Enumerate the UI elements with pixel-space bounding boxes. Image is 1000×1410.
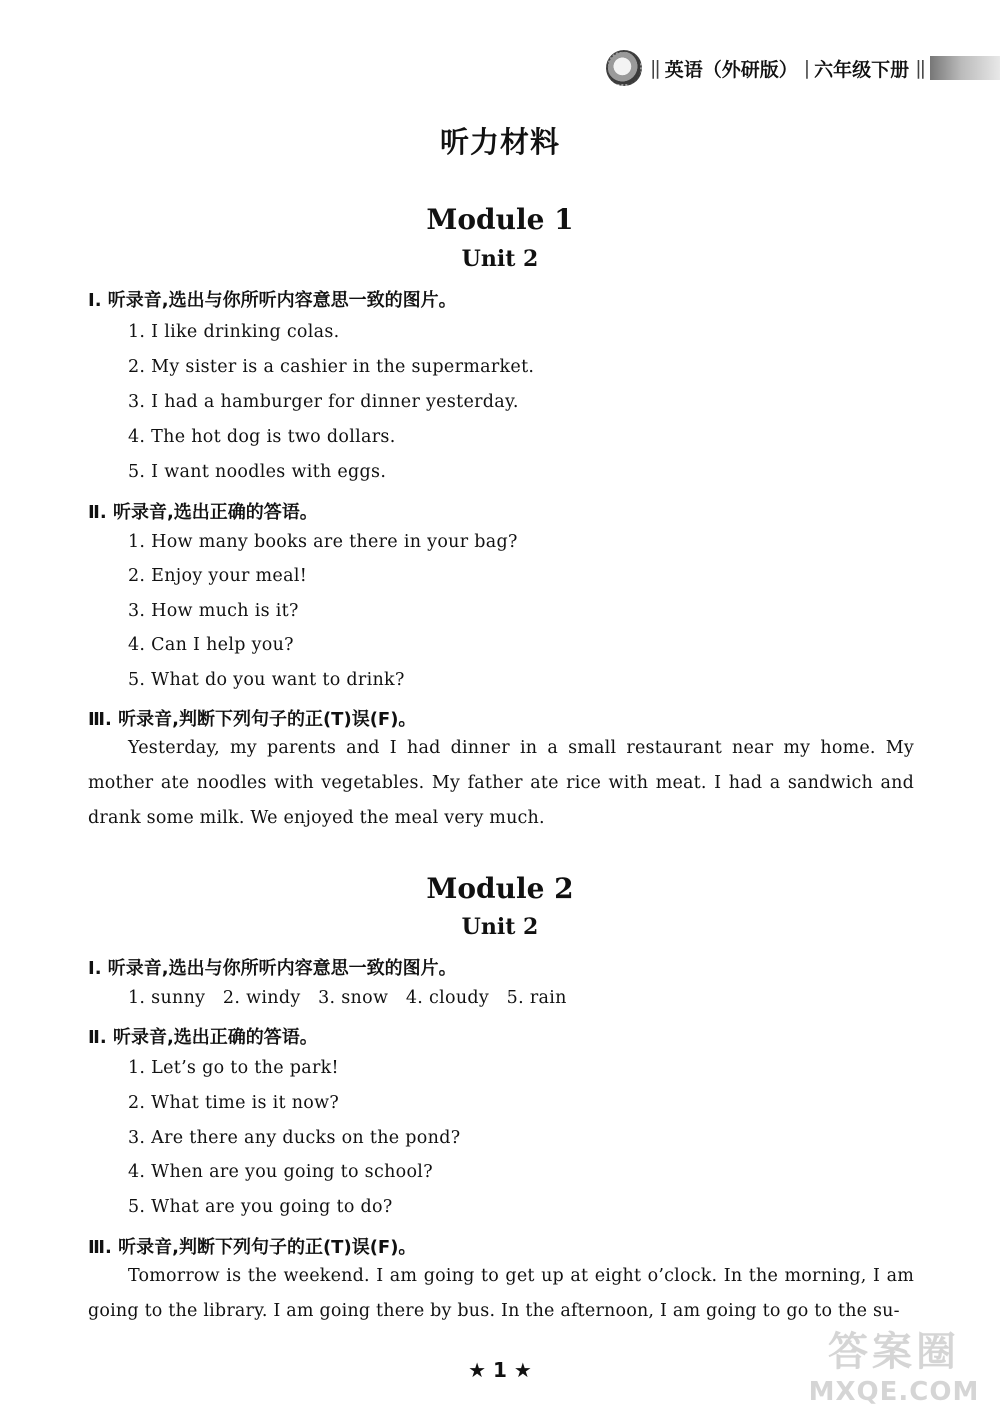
list-item: 5. What do you want to drink?	[128, 670, 405, 690]
header-grade: 六年级下册	[814, 58, 910, 81]
book-logo-icon	[606, 50, 642, 86]
watermark-logo	[794, 1320, 994, 1407]
section-label: Ⅲ. 听录音,判断下列句子的正(T)误(F)。	[88, 1237, 417, 1258]
header-divider: |	[803, 57, 809, 79]
page-title: 听力材料	[439, 125, 560, 159]
watermark-title: 答案圈	[828, 1329, 960, 1375]
list-item: 2. My sister is a cashier in the supermarket.	[128, 357, 535, 377]
list-item: 3. Are there any ducks on the pond?	[128, 1128, 461, 1148]
section-label: Ⅰ. 听录音,选出与你所听内容意思一致的图片。	[88, 958, 457, 979]
module-heading: Module 1	[426, 203, 574, 236]
list-item: 5. I want noodles with eggs.	[128, 462, 387, 482]
module-heading: Module 2	[426, 872, 574, 905]
section-label: Ⅰ. 听录音,选出与你所听内容意思一致的图片。	[88, 290, 457, 311]
list-item: 5. What are you going to do?	[128, 1197, 393, 1217]
header-gradient-bar	[930, 56, 1000, 80]
list-item: 4. When are you going to school?	[128, 1162, 433, 1182]
list-item: 1. How many books are there in your bag?	[128, 532, 518, 552]
section-label: Ⅲ. 听录音,判断下列句子的正(T)误(F)。	[88, 709, 417, 730]
list-item: 1. sunny 2. windy 3. snow 4. cloudy 5. rain	[128, 988, 567, 1008]
list-item: 4. The hot dog is two dollars.	[128, 427, 396, 447]
list-item: 2. Enjoy your meal!	[128, 566, 308, 586]
header-divider: ||	[915, 57, 924, 79]
list-item: 3. How much is it?	[128, 601, 299, 621]
header-divider: ||	[649, 57, 659, 79]
running-header	[606, 48, 1000, 88]
unit-heading: Unit 2	[461, 246, 539, 272]
section-label: Ⅱ. 听录音,选出正确的答语。	[88, 1027, 318, 1048]
list-item: 1. I like drinking colas.	[128, 322, 340, 342]
list-item: 2. What time is it now?	[128, 1093, 340, 1113]
watermark-url: MXQE.COM	[808, 1377, 980, 1407]
list-item: 4. Can I help you?	[128, 635, 294, 655]
unit-heading: Unit 2	[461, 914, 539, 940]
listening-passage: Yesterday, my parents and I had dinner in a small restaurant near my home. My mother ate noodles with vegetables. My father ate rice with meat. I had a sandwich and drank some milk. We enjoyed the meal very much.	[88, 738, 914, 828]
list-item: 3. I had a hamburger for dinner yesterday.	[128, 392, 519, 412]
list-item: 1. Let’s go to the park!	[128, 1058, 339, 1078]
listening-passage: Tomorrow is the weekend. I am going to get up at eight o’clock. In the morning, I am going to the library. I am going there by bus. In the afternoon, I am going to go to the su-	[88, 1266, 914, 1321]
page-number: ★ 1 ★	[468, 1358, 532, 1382]
header-subject: 英语（外研版）	[664, 58, 798, 81]
section-label: Ⅱ. 听录音,选出正确的答语。	[88, 502, 318, 523]
